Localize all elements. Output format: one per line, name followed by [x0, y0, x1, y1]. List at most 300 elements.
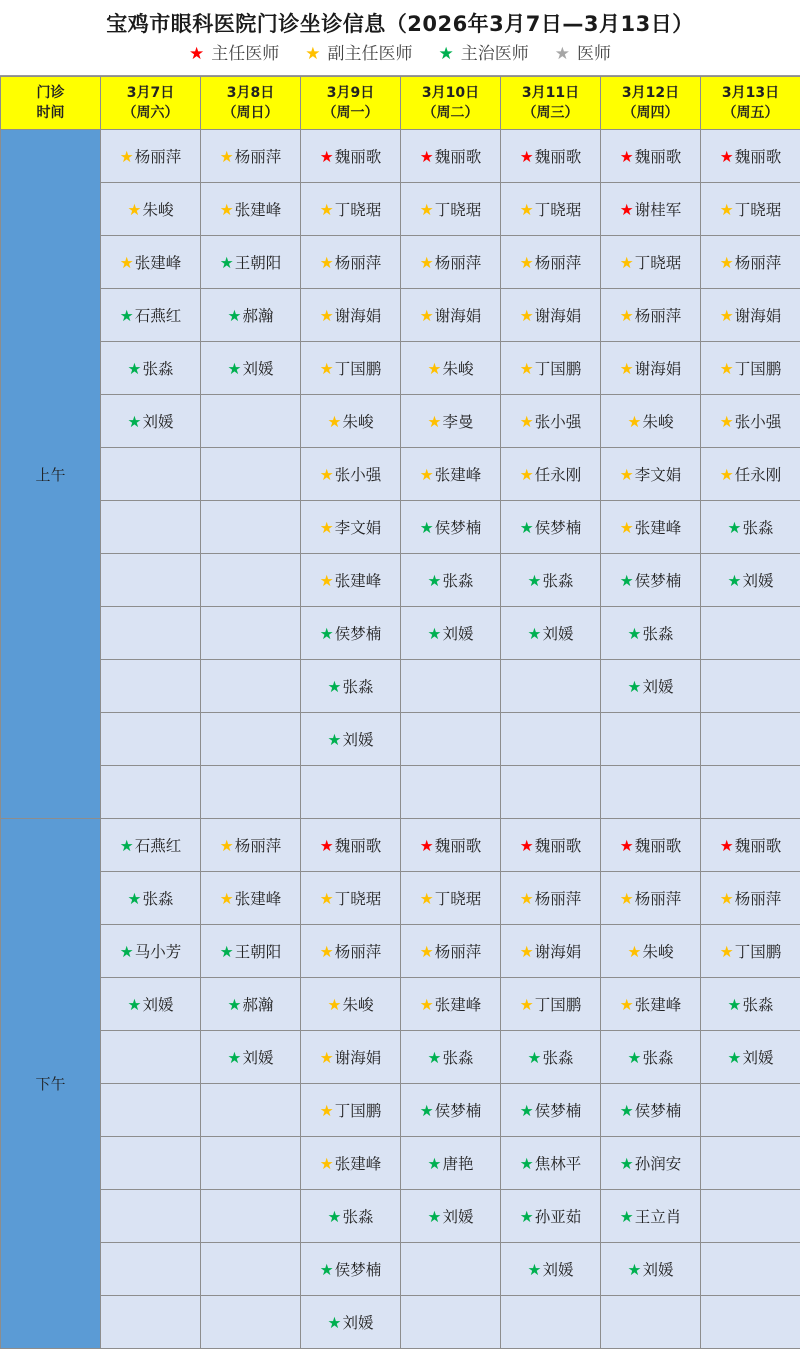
star-icon: ★	[320, 466, 334, 484]
doctor-name: 魏丽歌	[535, 148, 582, 166]
doctor-name: 李文娟	[635, 466, 682, 484]
schedule-cell	[601, 448, 701, 501]
table-row	[1, 1084, 800, 1137]
schedule-cell	[101, 713, 201, 766]
star-icon: ★	[728, 1049, 742, 1067]
doctor-name: 丁晓琚	[435, 201, 482, 219]
doctor-name: 张小强	[735, 413, 782, 431]
schedule-cell	[401, 1084, 501, 1137]
schedule-cell	[401, 342, 501, 395]
session-label	[1, 130, 101, 819]
doctor-name: 丁国鹏	[535, 360, 582, 378]
doctor-name: 魏丽歌	[335, 837, 382, 855]
star-icon: ★	[120, 837, 134, 855]
schedule-cell	[501, 660, 601, 713]
schedule-cell	[501, 978, 601, 1031]
schedule-cell	[201, 342, 301, 395]
schedule-cell	[301, 1084, 401, 1137]
table-row	[1, 236, 800, 289]
schedule-cell	[701, 1243, 800, 1296]
doctor-name: 杨丽萍	[735, 254, 782, 272]
doctor-name: 张淼	[442, 572, 473, 590]
schedule-cell	[501, 501, 601, 554]
schedule-cell	[301, 660, 401, 713]
star-icon: ★	[320, 572, 334, 590]
star-icon: ★	[228, 996, 242, 1014]
schedule-cell	[101, 1084, 201, 1137]
schedule-cell	[601, 872, 701, 925]
legend-label: 医师	[577, 39, 611, 69]
table-row	[1, 1137, 800, 1190]
schedule-cell	[601, 1031, 701, 1084]
doctor-name: 侯梦楠	[335, 625, 382, 643]
schedule-cell	[401, 713, 501, 766]
star-icon: ★	[320, 254, 334, 272]
doctor-name: 刘媛	[642, 678, 673, 696]
doctor-name: 张建峰	[235, 201, 282, 219]
table-row	[1, 819, 800, 872]
doctor-name: 杨丽萍	[735, 890, 782, 908]
schedule-cell	[701, 130, 800, 183]
day-weekday: （周五）	[723, 105, 779, 121]
schedule-cell	[201, 395, 301, 448]
schedule-cell	[101, 607, 201, 660]
star-icon: ★	[128, 201, 142, 219]
star-icon: ★	[328, 996, 342, 1014]
schedule-cell	[701, 554, 800, 607]
schedule-cell	[701, 342, 800, 395]
schedule-cell	[401, 1031, 501, 1084]
doctor-name: 孙润安	[635, 1155, 682, 1173]
schedule-cell	[501, 1190, 601, 1243]
star-icon: ★	[720, 466, 734, 484]
schedule-cell	[701, 501, 800, 554]
star-icon: ★	[128, 360, 142, 378]
star-icon: ★	[128, 413, 142, 431]
schedule-cell	[401, 448, 501, 501]
star-icon: ★	[428, 1155, 442, 1173]
star-icon: ★	[620, 1208, 634, 1226]
schedule-table	[0, 76, 800, 1349]
doctor-name: 刘媛	[342, 1314, 373, 1332]
star-icon: ★	[520, 1102, 534, 1120]
star-icon: ★	[720, 413, 734, 431]
doctor-name: 侯梦楠	[535, 1102, 582, 1120]
schedule-cell	[201, 1084, 301, 1137]
doctor-name: 丁国鹏	[335, 360, 382, 378]
star-icon: ★	[220, 254, 234, 272]
schedule-cell	[201, 872, 301, 925]
table-row	[1, 766, 800, 819]
star-icon: ★	[420, 943, 434, 961]
schedule-cell	[401, 289, 501, 342]
doctor-name: 侯梦楠	[535, 519, 582, 537]
doctor-name: 魏丽歌	[435, 148, 482, 166]
schedule-cell	[701, 395, 800, 448]
day-header	[101, 77, 201, 130]
schedule-cell	[201, 607, 301, 660]
schedule-cell	[601, 236, 701, 289]
schedule-cell	[201, 183, 301, 236]
star-icon: ★	[428, 360, 442, 378]
star-icon: ★	[520, 254, 534, 272]
star-icon: ★	[428, 625, 442, 643]
schedule-cell	[301, 501, 401, 554]
legend-label: 主治医师	[461, 39, 529, 69]
star-icon: ★	[628, 413, 642, 431]
star-icon: ★	[128, 890, 142, 908]
star-icon: ★	[728, 519, 742, 537]
doctor-name: 张建峰	[335, 1155, 382, 1173]
schedule-cell	[601, 978, 701, 1031]
day-weekday: （周一）	[323, 105, 379, 121]
legend-label: 主任医师	[211, 39, 279, 69]
table-row	[1, 395, 800, 448]
schedule-cell	[301, 766, 401, 819]
doctor-name: 刘媛	[242, 1049, 273, 1067]
star-icon: ★	[720, 360, 734, 378]
schedule-cell	[101, 448, 201, 501]
schedule-cell	[301, 713, 401, 766]
doctor-name: 丁晓琚	[635, 254, 682, 272]
doctor-name: 杨丽萍	[635, 307, 682, 325]
star-icon: ★	[620, 466, 634, 484]
table-row	[1, 130, 800, 183]
doctor-name: 石燕红	[135, 837, 182, 855]
doctor-name: 孙亚茹	[535, 1208, 582, 1226]
schedule-cell	[401, 554, 501, 607]
doctor-name: 侯梦楠	[435, 1102, 482, 1120]
table-row	[1, 978, 800, 1031]
page-title: 宝鸡市眼科医院门诊坐诊信息（2026年3月7日—3月13日）	[0, 0, 800, 39]
schedule-cell	[501, 554, 601, 607]
doctor-name: 杨丽萍	[635, 890, 682, 908]
schedule-cell	[301, 342, 401, 395]
legend-item	[305, 39, 412, 69]
doctor-name: 张建峰	[235, 890, 282, 908]
schedule-cell	[701, 183, 800, 236]
doctor-name: 张淼	[742, 519, 773, 537]
schedule-cell	[501, 713, 601, 766]
doctor-name: 李文娟	[335, 519, 382, 537]
table-row	[1, 660, 800, 713]
schedule-cell	[701, 872, 800, 925]
star-icon: ★	[420, 201, 434, 219]
day-header	[601, 77, 701, 130]
day-header	[501, 77, 601, 130]
schedule-cell	[201, 289, 301, 342]
doctor-name: 张建峰	[135, 254, 182, 272]
doctor-name: 张建峰	[635, 519, 682, 537]
star-icon: ★	[320, 1155, 334, 1173]
schedule-cell	[501, 395, 601, 448]
star-icon: ★	[628, 943, 642, 961]
star-icon: ★	[620, 201, 634, 219]
doctor-name: 刘媛	[742, 572, 773, 590]
star-icon: ★	[528, 625, 542, 643]
doctor-name: 丁晓琚	[435, 890, 482, 908]
star-icon: ★	[320, 201, 334, 219]
star-icon: ★	[620, 254, 634, 272]
table-row	[1, 872, 800, 925]
star-icon: ★	[528, 1049, 542, 1067]
doctor-name: 谢海娟	[335, 307, 382, 325]
schedule-cell	[301, 819, 401, 872]
doctor-name: 刘媛	[542, 625, 573, 643]
schedule-cell	[101, 660, 201, 713]
day-date: 3月13日	[722, 85, 779, 101]
schedule-cell	[401, 395, 501, 448]
day-date: 3月9日	[327, 85, 374, 101]
schedule-cell	[701, 448, 800, 501]
doctor-name: 谢海娟	[435, 307, 482, 325]
doctor-name: 丁晓琚	[735, 201, 782, 219]
table-row	[1, 1243, 800, 1296]
schedule-cell	[601, 713, 701, 766]
doctor-name: 张淼	[742, 996, 773, 1014]
table-row	[1, 713, 800, 766]
schedule-cell	[101, 554, 201, 607]
star-icon: ★	[520, 943, 534, 961]
schedule-cell	[501, 1031, 601, 1084]
schedule-cell	[101, 130, 201, 183]
schedule-cell	[401, 766, 501, 819]
star-icon: ★	[228, 307, 242, 325]
corner-header	[1, 77, 101, 130]
schedule-cell	[301, 607, 401, 660]
day-weekday: （周六）	[123, 105, 179, 121]
doctor-name: 谢海娟	[335, 1049, 382, 1067]
star-icon: ★	[428, 572, 442, 590]
schedule-cell	[501, 342, 601, 395]
corner-label-2: 时间	[37, 105, 65, 121]
star-icon: ★	[620, 519, 634, 537]
star-icon: ★	[420, 254, 434, 272]
day-header	[701, 77, 800, 130]
schedule-cell	[401, 130, 501, 183]
schedule-cell	[401, 872, 501, 925]
schedule-cell	[501, 872, 601, 925]
schedule-cell	[301, 925, 401, 978]
schedule-cell	[601, 925, 701, 978]
schedule-cell	[201, 978, 301, 1031]
schedule-cell	[101, 1296, 201, 1349]
schedule-cell	[401, 819, 501, 872]
doctor-name: 张淼	[642, 1049, 673, 1067]
schedule-cell	[101, 872, 201, 925]
schedule-cell	[601, 342, 701, 395]
legend-label: 副主任医师	[328, 39, 413, 69]
table-row	[1, 289, 800, 342]
star-icon: ★	[620, 307, 634, 325]
star-icon: ★	[320, 307, 334, 325]
schedule-cell	[301, 448, 401, 501]
doctor-name: 石燕红	[135, 307, 182, 325]
schedule-cell	[301, 978, 401, 1031]
doctor-name: 侯梦楠	[635, 572, 682, 590]
star-icon: ★	[620, 837, 634, 855]
table-row	[1, 183, 800, 236]
doctor-name: 丁国鹏	[335, 1102, 382, 1120]
doctor-name: 杨丽萍	[335, 943, 382, 961]
doctor-name: 刘媛	[742, 1049, 773, 1067]
star-icon: ★	[420, 519, 434, 537]
doctor-name: 刘媛	[442, 1208, 473, 1226]
doctor-name: 张淼	[542, 572, 573, 590]
schedule-cell	[101, 501, 201, 554]
schedule-cell	[701, 766, 800, 819]
star-icon: ★	[720, 890, 734, 908]
star-icon: ★	[620, 360, 634, 378]
table-row	[1, 1190, 800, 1243]
doctor-name: 丁国鹏	[735, 360, 782, 378]
doctor-name: 丁国鹏	[735, 943, 782, 961]
schedule-cell	[301, 1137, 401, 1190]
star-icon: ★	[420, 890, 434, 908]
star-icon: ★	[628, 625, 642, 643]
schedule-cell	[401, 183, 501, 236]
schedule-cell	[201, 1243, 301, 1296]
doctor-name: 张淼	[142, 890, 173, 908]
star-icon: ★	[120, 307, 134, 325]
day-weekday: （周二）	[423, 105, 479, 121]
schedule-cell	[401, 978, 501, 1031]
star-icon: ★	[720, 943, 734, 961]
schedule-cell	[301, 1190, 401, 1243]
schedule-cell	[501, 1243, 601, 1296]
star-icon: ★	[120, 943, 134, 961]
doctor-name: 魏丽歌	[335, 148, 382, 166]
star-icon: ★	[628, 1261, 642, 1279]
doctor-name: 侯梦楠	[335, 1261, 382, 1279]
schedule-cell	[601, 1084, 701, 1137]
doctor-name: 马小芳	[135, 943, 182, 961]
doctor-name: 刘媛	[342, 731, 373, 749]
star-icon: ★	[520, 466, 534, 484]
doctor-name: 张淼	[342, 678, 373, 696]
star-icon: ★	[728, 996, 742, 1014]
header	[0, 0, 800, 76]
schedule-cell	[601, 1296, 701, 1349]
schedule-cell	[701, 713, 800, 766]
star-icon: ★	[420, 1102, 434, 1120]
doctor-name: 张淼	[542, 1049, 573, 1067]
legend-item	[555, 39, 611, 69]
star-icon: ★	[428, 413, 442, 431]
schedule-cell	[701, 978, 800, 1031]
table-row	[1, 448, 800, 501]
doctor-name: 张建峰	[435, 466, 482, 484]
star-icon: ★	[420, 996, 434, 1014]
doctor-name: 刘媛	[142, 413, 173, 431]
star-icon: ★	[520, 1155, 534, 1173]
session-label-text: 下午	[35, 1075, 65, 1093]
schedule-cell	[101, 183, 201, 236]
doctor-name: 丁国鹏	[535, 996, 582, 1014]
table-row	[1, 607, 800, 660]
star-icon: ★	[628, 1049, 642, 1067]
star-icon: ★	[620, 148, 634, 166]
schedule-cell	[401, 1296, 501, 1349]
doctor-name: 杨丽萍	[435, 943, 482, 961]
schedule-cell	[201, 1296, 301, 1349]
doctor-name: 丁晓琚	[335, 890, 382, 908]
table-row	[1, 554, 800, 607]
star-icon: ★	[520, 890, 534, 908]
doctor-name: 刘媛	[642, 1261, 673, 1279]
doctor-name: 朱峻	[342, 413, 373, 431]
doctor-name: 魏丽歌	[735, 837, 782, 855]
star-icon: ★	[520, 996, 534, 1014]
doctor-name: 谢海娟	[635, 360, 682, 378]
star-icon: ★	[320, 1049, 334, 1067]
doctor-name: 王朝阳	[235, 254, 282, 272]
schedule-cell	[601, 395, 701, 448]
schedule-cell	[601, 289, 701, 342]
star-icon: ★	[320, 360, 334, 378]
star-icon: ★	[528, 1261, 542, 1279]
schedule-cell	[501, 607, 601, 660]
schedule-cell	[701, 1296, 800, 1349]
day-date: 3月11日	[522, 85, 579, 101]
schedule-cell	[501, 925, 601, 978]
day-date: 3月7日	[127, 85, 174, 101]
schedule-cell	[601, 1190, 701, 1243]
schedule-cell	[701, 819, 800, 872]
doctor-name: 张淼	[142, 360, 173, 378]
schedule-cell	[101, 1243, 201, 1296]
star-icon: ★	[720, 307, 734, 325]
doctor-name: 魏丽歌	[535, 837, 582, 855]
doctor-name: 王朝阳	[235, 943, 282, 961]
legend	[0, 39, 800, 69]
star-icon: ★	[320, 943, 334, 961]
schedule-cell	[301, 1243, 401, 1296]
star-icon: ★	[120, 254, 134, 272]
star-icon: ★	[228, 1049, 242, 1067]
star-icon: ★	[305, 39, 320, 69]
star-icon: ★	[320, 1102, 334, 1120]
schedule-cell	[201, 554, 301, 607]
table-row	[1, 342, 800, 395]
schedule-cell	[501, 819, 601, 872]
doctor-name: 魏丽歌	[635, 148, 682, 166]
schedule-cell	[301, 1296, 401, 1349]
legend-item	[189, 39, 279, 69]
schedule-cell	[201, 236, 301, 289]
doctor-name: 刘媛	[142, 996, 173, 1014]
doctor-name: 杨丽萍	[435, 254, 482, 272]
corner-label-1: 门诊	[37, 85, 65, 101]
schedule-cell	[301, 1031, 401, 1084]
star-icon: ★	[620, 996, 634, 1014]
doctor-name: 张建峰	[435, 996, 482, 1014]
table-row	[1, 1031, 800, 1084]
star-icon: ★	[328, 413, 342, 431]
star-icon: ★	[428, 1049, 442, 1067]
schedule-cell	[101, 395, 201, 448]
day-weekday: （周三）	[523, 105, 579, 121]
schedule-cell	[501, 1137, 601, 1190]
day-header	[301, 77, 401, 130]
doctor-name: 杨丽萍	[135, 148, 182, 166]
doctor-name: 魏丽歌	[635, 837, 682, 855]
star-icon: ★	[620, 890, 634, 908]
schedule-cell	[101, 342, 201, 395]
doctor-name: 朱峻	[442, 360, 473, 378]
schedule-cell	[101, 819, 201, 872]
doctor-name: 魏丽歌	[735, 148, 782, 166]
